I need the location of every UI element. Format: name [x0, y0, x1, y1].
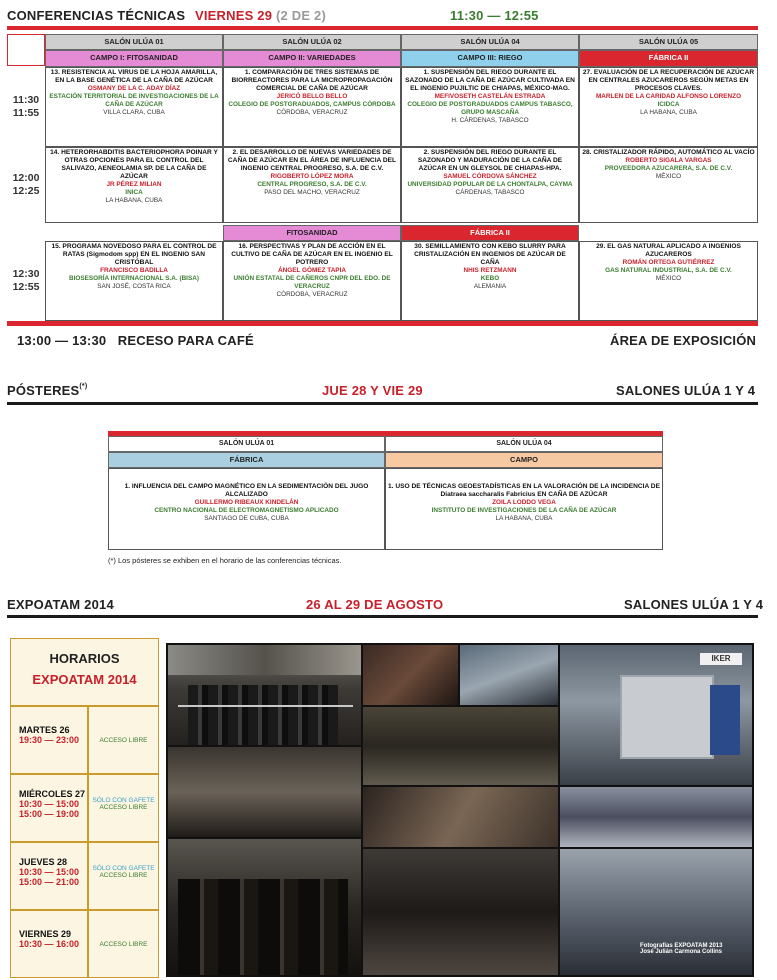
- talk-title: 15. PROGRAMA NOVEDOSO PARA EL CONTROL DE RATAS (Sigmodom spp) EN EL INGENIO SAN CRISTÓBAL: [51, 243, 217, 266]
- expo-rule: [7, 615, 758, 618]
- day-time: 15:00 — 21:00: [19, 877, 80, 887]
- talk-title: 30. SEMILLAMIENTO CON KEBO SLURRY PARA CRISTALIZACIÓN EN INGENIOS DE AZÚCAR DE CAÑA: [414, 243, 566, 266]
- category-riego: CAMPO III: RIEGO: [401, 50, 579, 67]
- corner-cell: [7, 34, 45, 66]
- poster-institution: INSTITUTO DE INVESTIGACIONES DE LA CAÑA DE AZÚCAR: [431, 507, 617, 514]
- talk-author: MEFIVOSETH CASTELÁN ESTRADA: [434, 93, 546, 100]
- category-fabrica-ii-2: FÁBRICA II: [401, 225, 579, 241]
- talk-author: JR PÉREZ MILIAN: [106, 181, 162, 188]
- talk-cell: [45, 67, 223, 147]
- talk-cell: [401, 67, 579, 147]
- talk-author: JERICÓ BELLO BELLO: [276, 93, 348, 100]
- day-cell: [10, 774, 88, 842]
- access-label: SÓLO CON GAFETE: [92, 865, 155, 872]
- posters-rooms: SALONES ULÚA 1 Y 4: [616, 383, 756, 398]
- time-range: 11:30 — 12:55: [450, 8, 539, 23]
- access-cell: [88, 774, 159, 842]
- talk-author: ROBERTO SIGALA VARGAS: [625, 157, 712, 164]
- day-time: 10:30 — 16:00: [19, 939, 80, 949]
- poster-institution: CENTRO NACIONAL DE ELECTROMAGNETISMO APLICADO: [154, 507, 339, 514]
- header-rule: [7, 26, 758, 30]
- salon-header-3: SALÓN ULÚA 04: [401, 34, 579, 50]
- day-name: JUEVES 28: [19, 857, 68, 867]
- talk-institution: COLEGIO DE POSTGRADUADOS CAMPUS TABASCO, GRUPO MASCAÑA: [407, 101, 573, 116]
- talk-institution: COLEGIO DE POSTGRADUADOS, CAMPUS CÓRDOBA: [228, 101, 396, 108]
- access-cell: [88, 842, 159, 910]
- talk-author: MARLEN DE LA CARIDAD ALFONSO LORENZO: [595, 93, 742, 100]
- category-fitosanidad-2: FITOSANIDAD: [223, 225, 401, 241]
- talk-place: CÁRDENAS, TABASCO: [455, 189, 525, 196]
- talk-author: ÁNGEL GÓMEZ TAPIA: [278, 267, 346, 274]
- talk-institution: INICA: [125, 189, 143, 196]
- photo-hall: [363, 849, 558, 975]
- photo-visitors: [363, 707, 558, 785]
- day-name: MARTES 26: [19, 725, 70, 735]
- horarios-title: HORARIOS: [49, 651, 120, 666]
- talk-place: CÓRDOBA, VERACRUZ: [276, 291, 348, 298]
- talk-institution: PROVEEDORA AZUCARERA, S.A. DE C.V.: [604, 165, 733, 172]
- talk-cell: [579, 241, 758, 321]
- poster-salon-1: SALÓN ULÚA 01: [108, 436, 385, 452]
- day-cell: [10, 842, 88, 910]
- category-fabrica-ii: FÁBRICA II: [579, 50, 758, 67]
- poster-category-campo: CAMPO: [385, 452, 663, 468]
- poster-author: ZOILA LODDO VEGA: [492, 499, 556, 506]
- talk-cell: [223, 241, 401, 321]
- access-label: ACCESO LIBRE: [99, 872, 148, 879]
- talk-institution: UNIVERSIDAD POPULAR DE LA CHONTALPA, CAYMA: [407, 181, 573, 188]
- talk-place: LA HABANA, CUBA: [105, 197, 163, 204]
- talk-author: SAMUEL CÓRDOVA SÁNCHEZ: [443, 173, 537, 180]
- talk-institution: ESTACIÓN TERRITORIAL DE INVESTIGACIONES DE LA CAÑA DE AZÚCAR: [49, 93, 219, 108]
- posters-note: (*) Los pósteres se exhiben en el horario de las conferencias técnicas.: [108, 556, 342, 565]
- access-label: SÓLO CON GAFETE: [92, 797, 155, 804]
- talk-place: MÉXICO: [655, 173, 682, 180]
- talk-cell: [223, 67, 401, 147]
- poster-category-fabrica: FÁBRICA: [108, 452, 385, 468]
- posters-rule: [7, 402, 758, 405]
- break-time: 13:00 — 13:30: [17, 333, 107, 348]
- talk-institution: ICIDCA: [657, 101, 680, 108]
- day-cell: [10, 706, 88, 774]
- talk-author: ROMÁN ORTEGA GUTIÉRREZ: [622, 259, 715, 266]
- talk-place: H. CÁRDENAS, TABASCO: [451, 117, 529, 124]
- photo-exhibition-floor: [560, 849, 752, 975]
- talk-place: PASO DEL MACHO, VERACRUZ: [264, 189, 360, 196]
- photo-credit: [640, 943, 722, 955]
- talk-title: 1. SUSPENSIÓN DEL RIEGO DURANTE EL SAZONADO DE LA CAÑA DE AZÚCAR CULTIVADA EN EL INGENIO PUJILTIC DE CHIAPAS, MÉXICO-MAG.: [405, 69, 575, 92]
- talk-cell: [45, 147, 223, 223]
- horarios-subtitle: EXPOATAM 2014: [32, 672, 137, 687]
- talk-title: 16. PERSPECTIVAS Y PLAN DE ACCIÓN EN EL CULTIVO DE CAÑA DE AZÚCAR EN EL INGENIO EL POTRERO: [231, 243, 393, 266]
- salon-header-2: SALÓN ULÚA 02: [223, 34, 401, 50]
- access-cell: [88, 910, 159, 978]
- talk-cell: [45, 241, 223, 321]
- talk-institution: KEBO: [480, 275, 500, 282]
- talk-place: LA HABANA, CUBA: [640, 109, 697, 116]
- talk-title: 28. CRISTALIZADOR RÁPIDO, AUTOMÁTICO AL VACÍO: [582, 149, 755, 156]
- day-time: 10:30 — 15:00: [19, 867, 80, 877]
- horarios-header: [10, 638, 159, 706]
- talk-place: ALEMANIA: [473, 283, 507, 290]
- photo-collage: [166, 643, 754, 977]
- talk-institution: UNIÓN ESTATAL DE CAÑEROS CNPR DEL EDO. DE VERACRUZ: [233, 275, 391, 290]
- talk-place: SAN JOSÉ, COSTA RICA: [97, 283, 171, 290]
- talk-title: 1. COMPARACIÓN DE TRES SISTEMAS DE BIORREACTORES PARA LA MICROPROPAGACIÓN COMERCIAL DE CAÑA DE AZÚCAR: [231, 69, 393, 92]
- time-slot-1: 11:30 11:55: [12, 94, 40, 119]
- photo-booth-1: [363, 645, 458, 705]
- expo-dates: 26 AL 29 DE AGOSTO: [306, 597, 444, 612]
- access-cell: [88, 706, 159, 774]
- talk-author: RIGOBERTO LÓPEZ MORA: [270, 173, 354, 180]
- talk-cell: [223, 147, 401, 223]
- talk-place: CÓRDOBA, VERACRUZ: [276, 109, 348, 116]
- talk-cell: [579, 147, 758, 223]
- day-time: 10:30 — 15:00: [19, 799, 80, 809]
- photo-credit-2: José Julián Carmona Collins: [640, 949, 723, 955]
- photo-officials: [168, 839, 361, 975]
- poster-place: LA HABANA, CUBA: [495, 515, 553, 522]
- photo-credit-1: Fotografías EXPOATAM 2013: [640, 943, 723, 949]
- salon-header-1: SALÓN ULÚA 01: [45, 34, 223, 50]
- day-time: 19:30 — 23:00: [19, 735, 80, 745]
- photo-exhibit-stand: [560, 645, 752, 785]
- talk-author: NHIS RETZMANN: [463, 267, 517, 274]
- poster-title: 1. USO DE TÉCNICAS GEOESTADÍSTICAS EN LA VALORACIÓN DE LA INCIDENCIA DE Diatraea saccharalis Fabricius EN CAÑA DE AZÚCAR: [388, 483, 660, 498]
- photo-crowd: [168, 747, 361, 837]
- talk-cell: [579, 67, 758, 147]
- category-variedades: CAMPO II: VARIEDADES: [223, 50, 401, 67]
- day-name: MIÉRCOLES 27: [19, 789, 86, 799]
- talk-institution: GAS NATURAL INDUSTRIAL, S.A. DE C.V.: [605, 267, 732, 274]
- talk-place: MÉXICO: [655, 275, 682, 282]
- poster-salon-2: SALÓN ULÚA 04: [385, 436, 663, 452]
- day-cell: [10, 910, 88, 978]
- break-area: ÁREA DE EXPOSICIÓN: [610, 333, 757, 348]
- poster-cell: [385, 468, 663, 550]
- talk-title: 14. HETERORHABDITIS BACTERIOPHORA POINAR Y OTRAS OPCIONES PARA EL CONTROL DEL SALIVAZO, AENEOLAMIA SP. DE LA CAÑA DE AZÚCAR: [50, 149, 218, 180]
- talk-institution: CENTRAL PROGRESO, S.A. DE C.V.: [257, 181, 367, 188]
- photo-ribbon-cutting: [168, 645, 361, 745]
- poster-place: SANTIAGO DE CUBA, CUBA: [204, 515, 289, 522]
- posters-days: JUE 28 Y VIE 29: [322, 383, 423, 398]
- day-name: VIERNES 29: [19, 929, 72, 939]
- expo-title: EXPOATAM 2014: [7, 597, 114, 612]
- salon-header-4: SALÓN ULÚA 05: [579, 34, 758, 50]
- talk-title: 2. EL DESARROLLO DE NUEVAS VARIEDADES DE CAÑA DE AZÚCAR EN EL ÁREA DE INFLUENCIA DEL INGENIO CENTRAL PROGRESO, S.A. DE C.V.: [227, 149, 397, 172]
- talk-author: FRANCISCO BADILLA: [100, 267, 168, 274]
- grid-bottom-rule: [7, 321, 758, 326]
- section-title: CONFERENCIAS TÉCNICAS: [7, 8, 186, 23]
- day-time: 15:00 — 19:00: [19, 809, 80, 819]
- posters-title: PÓSTERES(*): [7, 383, 88, 398]
- break-label: RECESO PARA CAFÉ: [117, 333, 254, 348]
- talk-title: 29. EL GAS NATURAL APLICADO A INGENIOS AZUCAREROS: [596, 243, 741, 258]
- talk-institution: BIOSESORÍA INTERNACIONAL S.A. (BISA): [69, 275, 199, 282]
- talk-place: VILLA CLARA, CUBA: [103, 109, 165, 116]
- poster-title: 1. INFLUENCIA DEL CAMPO MAGNÉTICO EN LA SEDIMENTACIÓN DEL JUGO ALCALIZADO: [124, 483, 369, 498]
- talk-title: 2. SUSPENSIÓN DEL RIEGO DURANTE EL SAZONADO Y MADURACIÓN DE LA CAÑA DE AZÚCAR EN UN GLEYSOL DE CHIAPAS-HPA.: [417, 149, 563, 172]
- talk-title: 13. RESISTENCIA AL VIRUS DE LA HOJA AMARILLA, EN LA BASE GENÉTICA DE LA CAÑA DE AZÚCAR: [50, 69, 218, 84]
- talk-author: OSMANY DE LA C. ADAY DÍAZ: [87, 85, 181, 92]
- talk-cell: [401, 147, 579, 223]
- talk-title: 27. EVALUACIÓN DE LA RECUPERACIÓN DE AZÚCAR EN CENTRALES AZUCAREROS SEGÚN METAS EN PROCESOS CLAVES.: [582, 69, 755, 92]
- time-slot-2: 12:00 12:25: [12, 172, 40, 197]
- talk-cell: [401, 241, 579, 321]
- category-fitosanidad: CAMPO I: FITOSANIDAD: [45, 50, 223, 67]
- poster-author: GUILLERMO RIBEAUX KINDELÁN: [194, 499, 299, 506]
- day-label: VIERNES 29 (2 DE 2): [195, 8, 326, 23]
- photo-booth-2: [460, 645, 558, 705]
- brand-sign: IKER: [700, 653, 742, 665]
- posters-mark: (*): [79, 383, 88, 390]
- expo-rooms: SALONES ULÚA 1 Y 4: [624, 597, 764, 612]
- photo-stand-2: [560, 787, 752, 847]
- poster-cell: [108, 468, 385, 550]
- photo-talk: [363, 787, 558, 847]
- access-label: ACCESO LIBRE: [99, 804, 148, 811]
- day-note: (2 DE 2): [275, 8, 326, 23]
- time-slot-3: 12:30 12:55: [12, 268, 40, 293]
- access-label: ACCESO LIBRE: [99, 940, 148, 948]
- break-line: [17, 333, 254, 348]
- access-label: ACCESO LIBRE: [99, 736, 148, 744]
